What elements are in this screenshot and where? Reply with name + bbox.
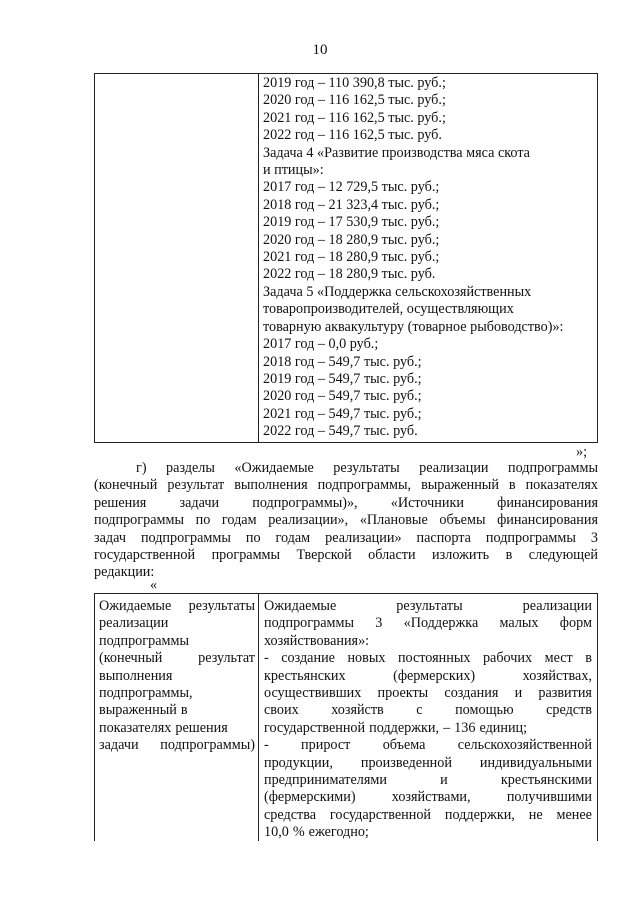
table-column-divider bbox=[258, 74, 259, 442]
financing-line: 2021 год – 549,7 тыс. руб.; bbox=[263, 405, 422, 422]
task-title-line: Задача 5 «Поддержка сельскохозяйственных bbox=[263, 283, 532, 300]
results-line: предпринимателями и крестьянскими bbox=[264, 772, 592, 789]
task-title-line: товаропроизводителей, осуществляющих bbox=[263, 301, 514, 318]
financing-line: 2020 год – 18 280,9 тыс. руб.; bbox=[263, 231, 440, 248]
financing-line: 2018 год – 549,7 тыс. руб.; bbox=[263, 353, 422, 370]
results-line: - прирост объема сельскохозяйственной bbox=[264, 737, 592, 754]
results-table bbox=[94, 593, 598, 841]
results-line: (фермерскими) хозяйствами, получившими bbox=[264, 789, 592, 806]
paragraph-line: решения задачи подпрограммы)», «Источники финансирования bbox=[94, 494, 598, 511]
financing-line: 2017 год – 0,0 руб.; bbox=[263, 336, 379, 353]
results-line: подпрограммы 3 «Поддержка малых форм bbox=[264, 615, 592, 632]
heading-line: показателях решения bbox=[99, 719, 228, 736]
financing-line: 2021 год – 18 280,9 тыс. руб.; bbox=[263, 249, 440, 266]
amendment-paragraph bbox=[94, 460, 598, 582]
heading-line: (конечный результат bbox=[99, 650, 255, 667]
heading-line: реализации bbox=[99, 615, 169, 632]
financing-line: 2022 год – 18 280,9 тыс. руб. bbox=[263, 266, 436, 283]
paragraph-line: редакции: bbox=[94, 564, 155, 581]
paragraph-line: государственной программы Тверской области изложить в следующей bbox=[94, 547, 598, 564]
section-heading-cell bbox=[99, 598, 255, 755]
heading-line: выполнения bbox=[99, 667, 173, 684]
results-line: крестьянских (фермерских) хозяйствах, bbox=[264, 667, 592, 684]
financing-line: 2019 год – 110 390,8 тыс. руб.; bbox=[263, 75, 446, 91]
results-line: своих хозяйств с помощью средств bbox=[264, 702, 592, 719]
heading-line: подпрограммы, bbox=[99, 685, 193, 702]
table-column-divider bbox=[258, 594, 259, 841]
results-line: средства государственной поддержки, не менее bbox=[264, 806, 592, 823]
financing-line: 2017 год – 12 729,5 тыс. руб.; bbox=[263, 179, 440, 196]
financing-line: 2020 год – 116 162,5 тыс. руб.; bbox=[263, 92, 446, 109]
results-line: продукции, произведенной индивидуальными bbox=[264, 754, 592, 771]
results-line: - создание новых постоянных рабочих мест в bbox=[264, 650, 592, 667]
results-line: Ожидаемые результаты реализации bbox=[264, 598, 592, 614]
results-line: государственной поддержки, – 136 единиц; bbox=[264, 719, 528, 736]
financing-line: 2022 год – 549,7 тыс. руб. bbox=[263, 423, 418, 440]
financing-line: 2021 год – 116 162,5 тыс. руб.; bbox=[263, 109, 446, 126]
results-line: 10,0 % ежегодно; bbox=[264, 824, 369, 841]
paragraph-line: г) разделы «Ожидаемые результаты реализации подпрограммы bbox=[136, 460, 598, 476]
financing-line: 2019 год – 549,7 тыс. руб.; bbox=[263, 370, 422, 387]
paragraph-line: подпрограммы по годам реализации», «Плановые объемы финансирования bbox=[94, 512, 598, 529]
heading-line: Ожидаемые результаты bbox=[99, 598, 255, 614]
heading-line: задачи подпрограммы) bbox=[99, 737, 255, 754]
financing-cell bbox=[263, 75, 593, 441]
heading-line: подпрограммы bbox=[99, 632, 189, 649]
results-line: осуществивших проекты создания и развития bbox=[264, 685, 592, 702]
opening-quote: « bbox=[150, 577, 158, 593]
task-title-line: Задача 4 «Развитие производства мяса скота bbox=[263, 144, 530, 161]
financing-line: 2018 год – 21 323,4 тыс. руб.; bbox=[263, 196, 440, 213]
closing-quote: »; bbox=[576, 444, 588, 460]
expected-results-cell bbox=[264, 598, 592, 842]
results-line: хозяйствования»: bbox=[264, 632, 370, 649]
financing-line: 2020 год – 549,7 тыс. руб.; bbox=[263, 388, 422, 405]
heading-line: выраженный в bbox=[99, 702, 188, 719]
page-number: 10 bbox=[312, 42, 328, 58]
paragraph-line: задач подпрограммы по годам реализации» паспорта подпрограммы 3 bbox=[94, 529, 598, 546]
financing-line: 2019 год – 17 530,9 тыс. руб.; bbox=[263, 214, 440, 231]
task-title-line: и птицы»: bbox=[263, 162, 324, 179]
paragraph-line: (конечный результат выполнения подпрограммы, выраженный в показателях bbox=[94, 477, 598, 494]
task-title-line: товарную аквакультуру (товарное рыбоводство)»: bbox=[263, 318, 564, 335]
financing-table bbox=[94, 73, 598, 443]
financing-line: 2022 год – 116 162,5 тыс. руб. bbox=[263, 127, 442, 144]
